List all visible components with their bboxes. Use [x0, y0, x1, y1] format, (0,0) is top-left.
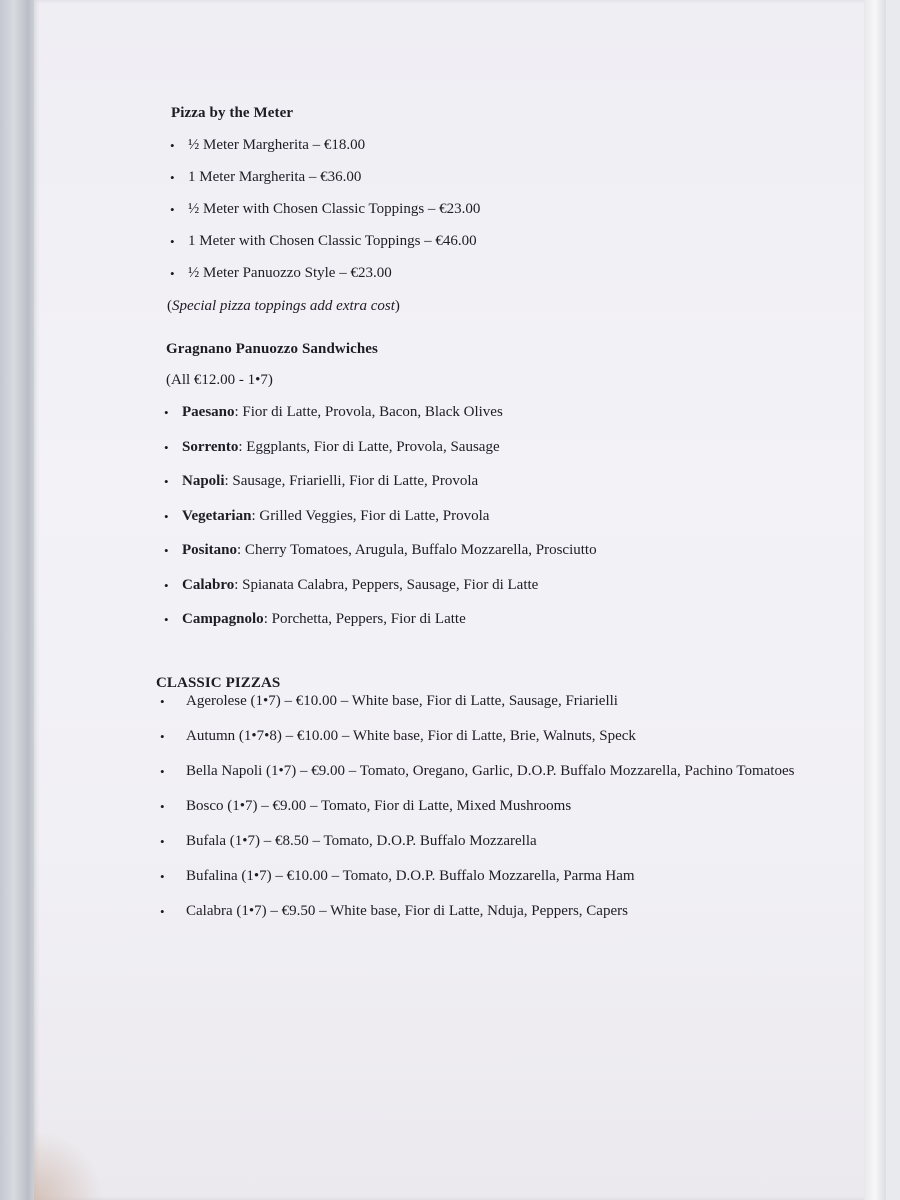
bullet-icon: •	[160, 868, 165, 884]
finger-shadow	[34, 1130, 104, 1200]
bullet-icon: •	[164, 612, 169, 627]
bullet-icon: •	[170, 202, 175, 217]
list-item: • Paesano: Fior di Latte, Provola, Bacon, Black Olives	[164, 404, 503, 420]
list-item: • Calabra (1•7) – €9.50 – White base, Fior di Latte, Nduja, Peppers, Capers	[160, 902, 628, 919]
menu-content	[156, 105, 800, 937]
list-item: • Bufalina (1•7) – €10.00 – Tomato, D.O.P. Buffalo Mozzarella, Parma Ham	[160, 867, 635, 884]
pizza-by-meter-title: Pizza by the Meter	[171, 105, 294, 121]
bullet-icon: •	[160, 693, 165, 709]
list-item: • Calabro: Spianata Calabra, Peppers, Sausage, Fior di Latte	[164, 576, 539, 593]
list-item: • Agerolese (1•7) – €10.00 – White base, Fior di Latte, Sausage, Friarielli	[160, 692, 618, 709]
page-edge	[864, 0, 886, 1200]
bullet-icon: •	[160, 728, 165, 744]
classic-pizzas-list	[160, 692, 800, 921]
list-item: • Napoli: Sausage, Friarielli, Fior di Latte, Provola	[164, 473, 479, 489]
list-item: • Vegetarian: Grilled Veggies, Fior di Latte, Provola	[164, 507, 490, 524]
classic-pizzas-section	[156, 674, 800, 921]
pizza-by-meter-list	[160, 136, 800, 296]
list-item: • Autumn (1•7•8) – €10.00 – White base, Fior di Latte, Brie, Walnuts, Speck	[160, 727, 636, 744]
bullet-icon: •	[160, 903, 165, 919]
bullet-icon: •	[170, 266, 175, 281]
bullet-icon: •	[160, 833, 165, 849]
classic-pizzas-title: CLASSIC PIZZAS	[156, 674, 281, 691]
bullet-icon: •	[170, 170, 175, 185]
panuozzo-list	[160, 403, 800, 645]
list-item: • Sorrento: Eggplants, Fior di Latte, Provola, Sausage	[164, 438, 500, 455]
list-item: • 1 Meter Margherita – €36.00	[170, 169, 362, 185]
panuozzo-section	[160, 341, 800, 645]
bullet-icon: •	[164, 439, 169, 455]
list-item: • ½ Meter with Chosen Classic Toppings – €23.00	[170, 201, 481, 217]
bullet-icon: •	[164, 508, 169, 524]
panuozzo-price-note: (All €12.00 - 1•7)	[166, 372, 273, 388]
list-item: • ½ Meter Panuozzo Style – €23.00	[170, 265, 392, 281]
bullet-icon: •	[160, 798, 165, 814]
list-item: • Positano: Cherry Tomatoes, Arugula, Buffalo Mozzarella, Prosciutto	[164, 542, 597, 558]
panuozzo-title: Gragnano Panuozzo Sandwiches	[166, 341, 378, 357]
list-item: • Bella Napoli (1•7) – €9.00 – Tomato, Oregano, Garlic, D.O.P. Buffalo Mozzarella, Pachino Tomatoes	[160, 762, 795, 779]
toppings-note: (Special pizza toppings add extra cost)	[167, 298, 400, 314]
list-item: • Bufala (1•7) – €8.50 – Tomato, D.O.P. Buffalo Mozzarella	[160, 832, 537, 849]
bullet-icon: •	[170, 234, 175, 249]
list-item: • Bosco (1•7) – €9.00 – Tomato, Fior di Latte, Mixed Mushrooms	[160, 797, 572, 814]
bullet-icon: •	[164, 577, 169, 593]
bullet-icon: •	[164, 405, 169, 420]
bullet-icon: •	[160, 763, 165, 779]
bullet-icon: •	[164, 474, 169, 489]
list-item: • 1 Meter with Chosen Classic Toppings – €46.00	[170, 233, 477, 249]
bullet-icon: •	[170, 138, 175, 153]
bullet-icon: •	[164, 543, 169, 558]
pizza-by-meter-section	[160, 105, 800, 315]
list-item: • Campagnolo: Porchetta, Peppers, Fior di Latte	[164, 611, 466, 627]
list-item: • ½ Meter Margherita – €18.00	[170, 137, 366, 153]
